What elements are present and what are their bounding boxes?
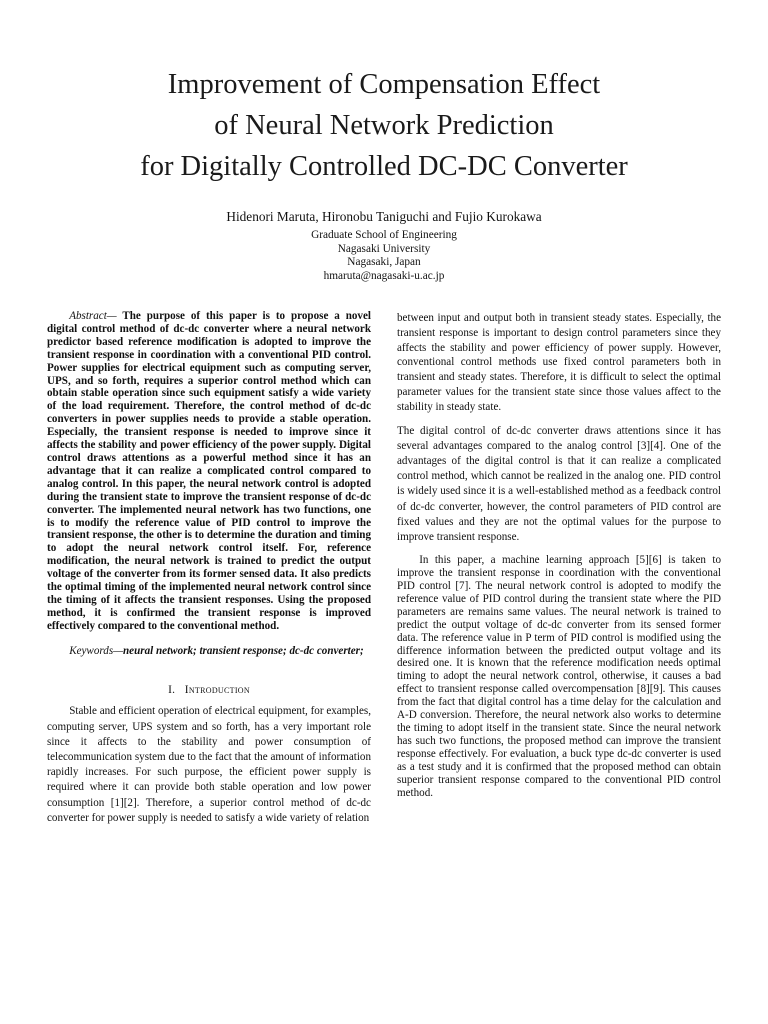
author-email: hmaruta@nagasaki-u.ac.jp bbox=[323, 269, 445, 282]
title-line-2: of Neural Network Prediction bbox=[214, 110, 554, 141]
affiliation-university: Nagasaki University bbox=[337, 242, 431, 255]
section-number: I. bbox=[168, 683, 176, 696]
paper-title bbox=[0, 64, 768, 187]
abstract bbox=[47, 310, 371, 633]
title-line-3: for Digitally Controlled DC-DC Converter bbox=[140, 151, 628, 182]
author-list: Hidenori Maruta, Hironobu Taniguchi and Fujio Kurokawa bbox=[226, 209, 542, 224]
intro-paragraph-1: Stable and efficient operation of electrical equipment, for examples, computing server, UPS system and so forth, has a very important role since it affects to the stability and power consumption of telecommunication system due to the fact that the amount of information rapidly increases. For such purpose, the efficient power supply is required where it can provide both stable operation and low power consumption [1][2]. Therefore, a superior control method of dc-dc converter for power supply is needed to satisfy a wide variety of relation bbox=[47, 705, 371, 824]
intro-paragraph-1-cont: between input and output both in transient steady states. Especially, the transient response is important to design control parameters since they affects the stability and power efficiency of power supply. However, conventional control methods use fixed control parameters both in transient and steady states. Therefore, it is difficult to select the optimal parameter values for the transient state since those values affect to the stability in steady state. bbox=[397, 312, 721, 413]
right-column bbox=[397, 311, 721, 808]
abstract-label: Abstract— bbox=[69, 310, 117, 322]
left-column bbox=[47, 310, 371, 835]
affiliation-location: Nagasaki, Japan bbox=[347, 256, 421, 268]
section-heading-introduction bbox=[47, 684, 371, 697]
keywords-text: neural network; transient response; dc-dc converter; bbox=[123, 644, 364, 657]
intro-paragraph-3: In this paper, a machine learning approach [5][6] is taken to improve the transient response in coordination with the conventional PID control [7]. The neural network control is adopted to modify the reference value of PID control during the transient state where the PID parameters are remains same values. The neural network is trained to predict the output voltage of dc-dc converter from its sensed former data. The reference value in P term of PID control is modified using the difference information between the predicted output voltage and its desired one. It is known that the reference modification needs optimal timing to adopt the neural network control, otherwise, it causes a bad effect to transient response called overcompensation [8][9]. This causes from the fact that digital control has a time delay for the calculation and A-D conversion. Therefore, the neural network also works to determine the timing to adopt itself in the transient state. Since the neural network has such two functions, the proposed method can improve the transient response effectively. For evaluation, a buck type dc-dc converter is used as a test study and it is confirmed that the proposed method can obtain superior transient response compared to the conventional PID control method. bbox=[397, 554, 721, 799]
keywords bbox=[47, 645, 371, 658]
section-title: Introduction bbox=[184, 683, 250, 696]
intro-paragraph-2: The digital control of dc-dc converter draws attentions since it has several advantages compared to the analog control [3][4]. One of the advantages of the digital control is that it can realize a complicated control method, which cannot be realized in the analog one. PID control is widely used since it is a well-established method as a feedback control of dc-dc converter, however, the control parameters of PID control are fixed values and they are not the optimal values for the purpose to improve transient response. bbox=[397, 424, 721, 543]
affiliation-block bbox=[0, 229, 768, 283]
title-line-1: Improvement of Compensation Effect bbox=[167, 69, 601, 100]
affiliation-school: Graduate School of Engineering bbox=[311, 229, 457, 241]
keywords-label: Keywords— bbox=[69, 644, 124, 657]
abstract-text: The purpose of this paper is to propose a novel digital control method of dc-dc converter where a neural network predictor based reference modification is adopted to improve the transient response in coordination with a conventional PID control. Power supplies for electrical equipment such as computing server, UPS, and so forth, requires a superior control method which can obtain stable operation since such equipment satisfy a wide variety of the load requirement. Therefore, the control method of dc-dc converters in power supplies needs to provide a stable operation. Especially, the transient response is needed to improve since it affects the stability and power efficiency of the power supply. Digital control draws attentions as a powerful method since it has an advantage that it can realize a complicated control compared to analog control. In this paper, the neural network control is adopted during the transient state to improve the transient response of dc-dc converter. The implemented neural network has two functions, one is to modify the reference value of PID control to improve the transient response, the other is to determine the duration and timing to adopt the neural network control itself. For, reference modification, the neural network is trained to predict the output voltage of the converter from its former sensed data. It also predicts the optimal timing of the implemented neural network control since the timing of it affects the transient responses. Using the proposed method, it is confirmed the transient response is improved effectively compared to the conventional method. bbox=[47, 310, 371, 632]
